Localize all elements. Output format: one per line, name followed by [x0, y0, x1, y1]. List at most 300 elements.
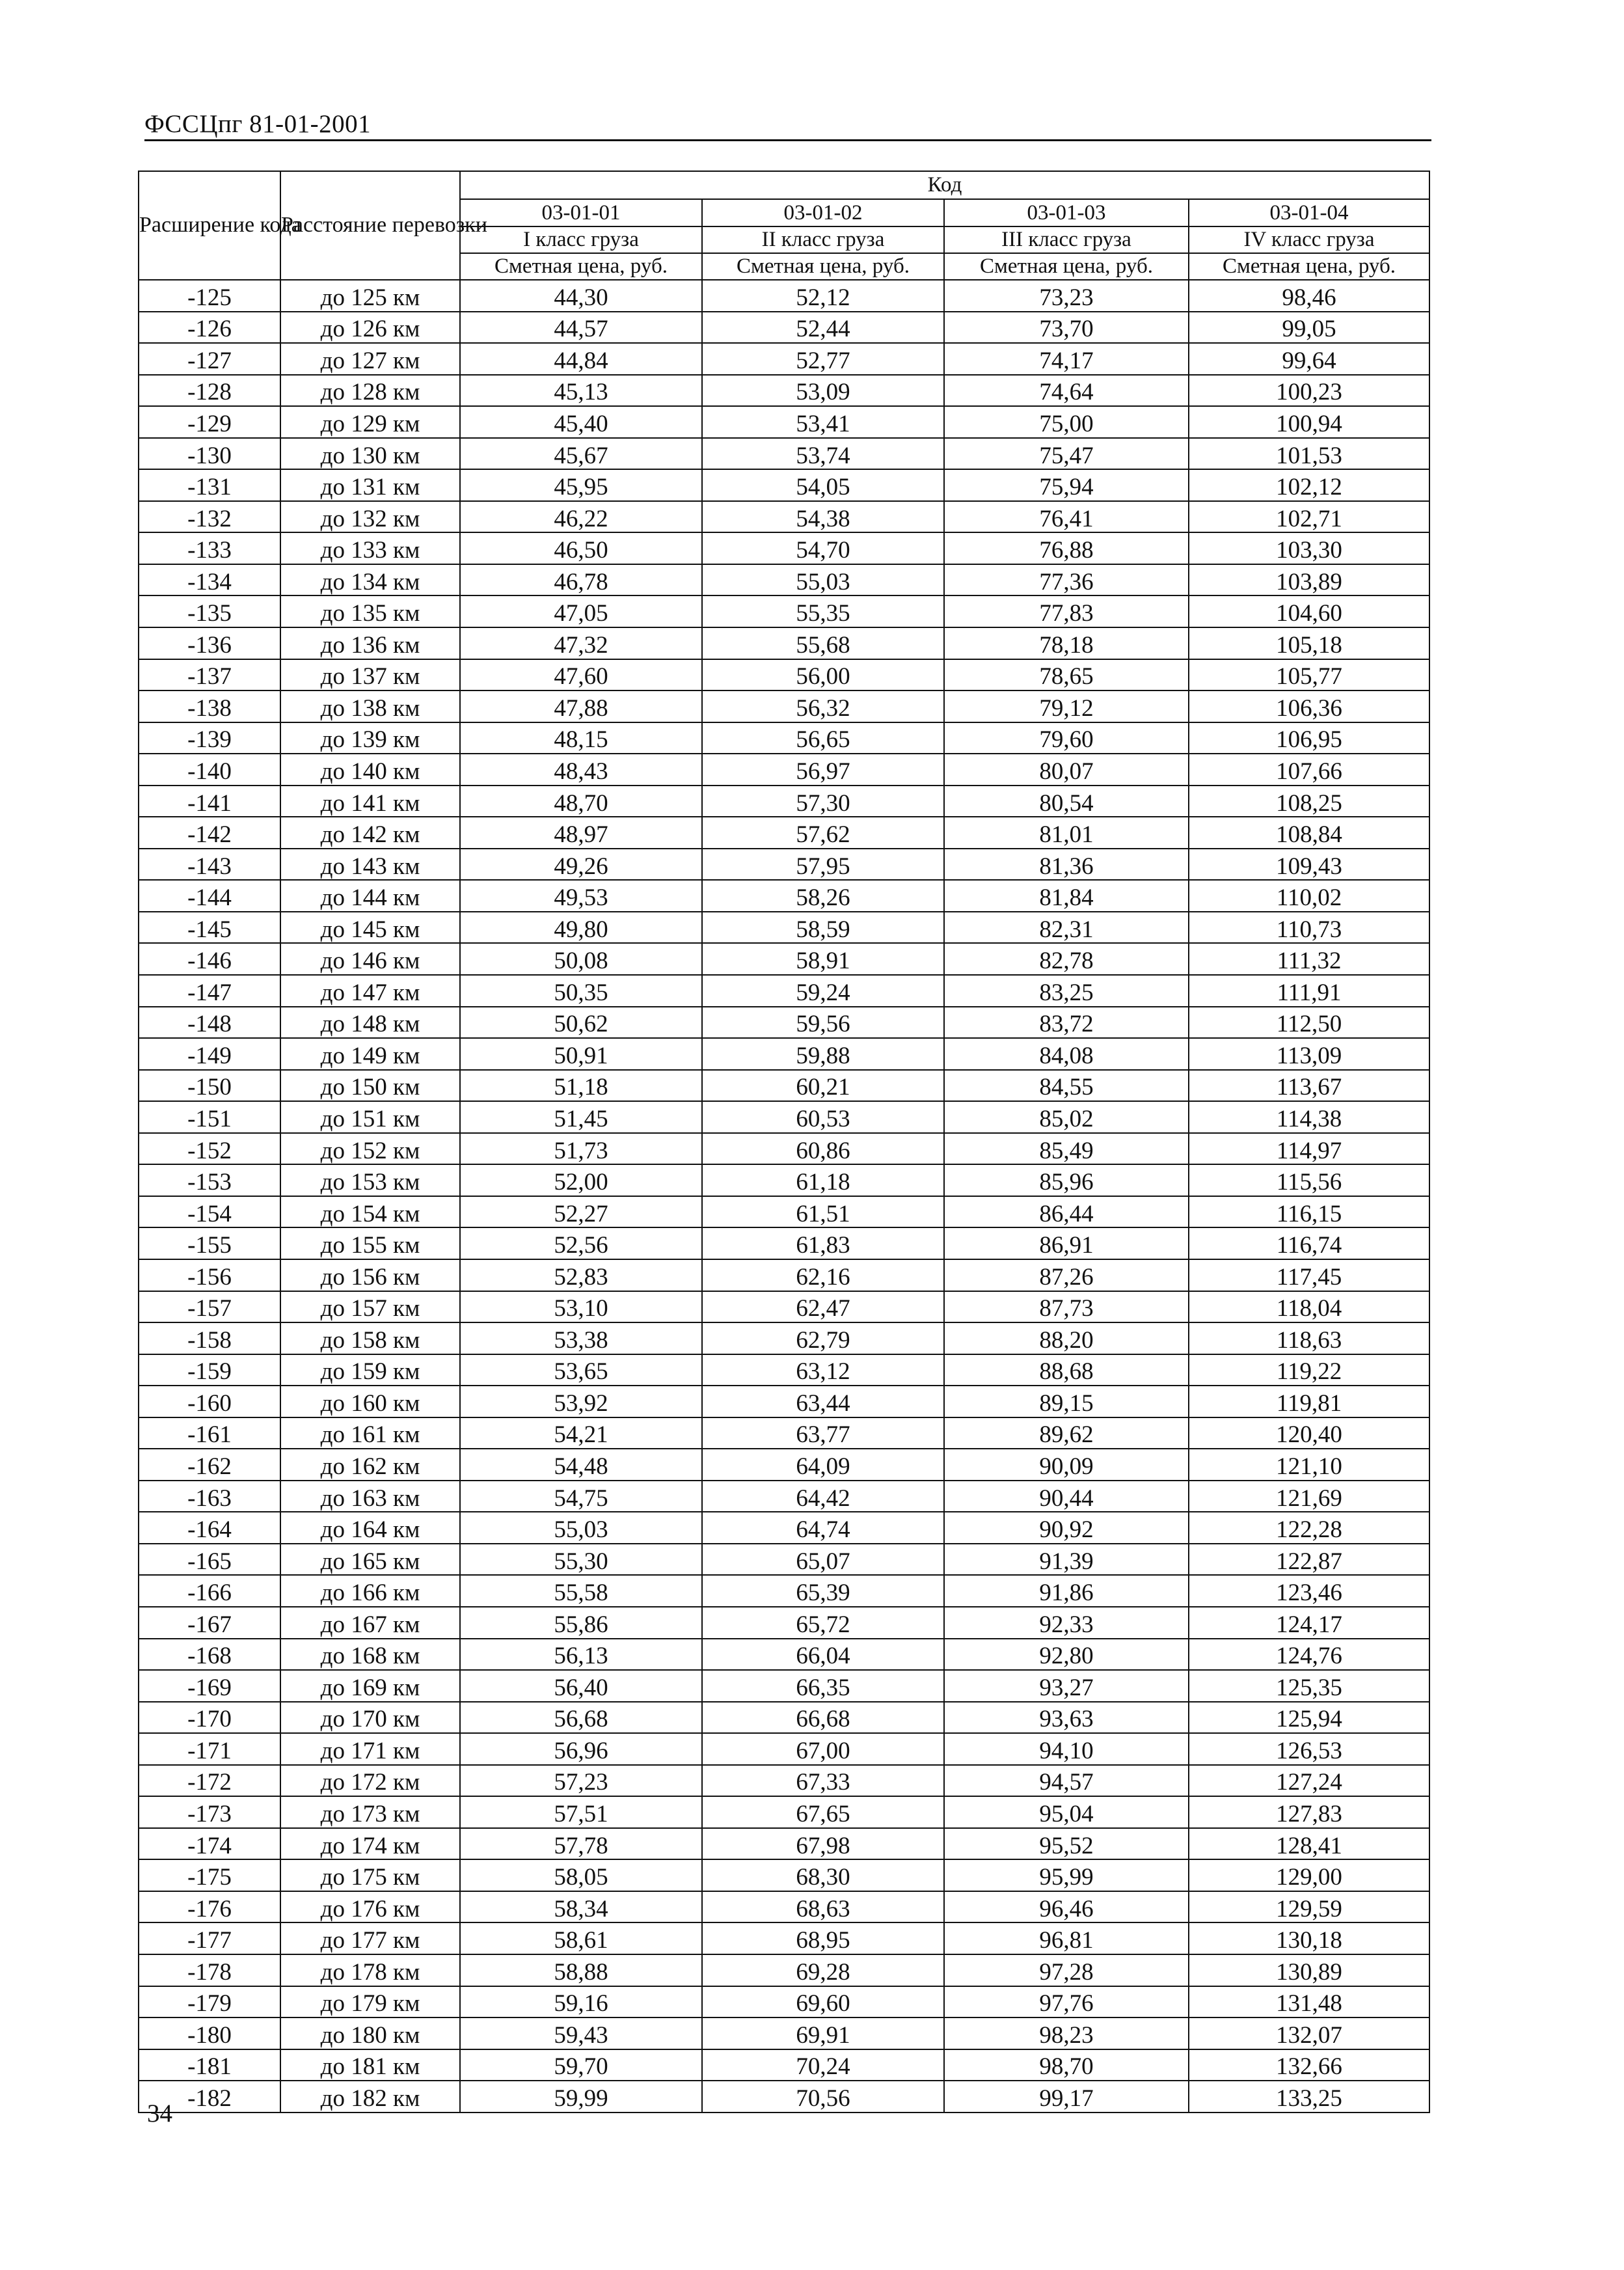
price-class-3: 74,64 — [944, 375, 1189, 407]
price-class-4: 121,10 — [1189, 1449, 1429, 1481]
table-row — [139, 1954, 1429, 1986]
table-row — [139, 1639, 1429, 1671]
price-class-2: 63,44 — [702, 1386, 944, 1417]
row-expansion-code: -182 — [139, 2081, 280, 2113]
price-class-1: 57,78 — [460, 1828, 702, 1860]
table-row — [139, 1386, 1429, 1417]
row-distance: до 178 км — [280, 1954, 460, 1986]
price-class-4: 132,07 — [1189, 2017, 1429, 2049]
table-row — [139, 595, 1429, 627]
price-class-4: 107,66 — [1189, 754, 1429, 786]
row-expansion-code: -143 — [139, 849, 280, 881]
price-class-3: 95,04 — [944, 1796, 1189, 1828]
price-class-3: 87,73 — [944, 1291, 1189, 1323]
price-class-3: 96,81 — [944, 1922, 1189, 1954]
price-class-1: 49,26 — [460, 849, 702, 881]
table-row — [139, 1544, 1429, 1576]
header-cargo-class: II класс груза — [702, 226, 944, 253]
row-distance: до 130 км — [280, 438, 460, 470]
row-expansion-code: -135 — [139, 595, 280, 627]
price-class-3: 86,44 — [944, 1196, 1189, 1228]
price-class-1: 58,05 — [460, 1859, 702, 1891]
price-class-3: 78,65 — [944, 659, 1189, 691]
price-class-1: 59,16 — [460, 1986, 702, 2018]
price-class-3: 91,86 — [944, 1575, 1189, 1607]
row-distance: до 154 км — [280, 1196, 460, 1228]
row-expansion-code: -165 — [139, 1544, 280, 1576]
price-class-4: 102,71 — [1189, 501, 1429, 533]
row-expansion-code: -175 — [139, 1859, 280, 1891]
header-price-label: Сметная цена, руб. — [1189, 253, 1429, 280]
row-expansion-code: -131 — [139, 469, 280, 501]
price-class-1: 52,83 — [460, 1259, 702, 1291]
price-class-3: 90,92 — [944, 1512, 1189, 1544]
table-row — [139, 532, 1429, 564]
row-distance: до 169 км — [280, 1670, 460, 1702]
table-row — [139, 1922, 1429, 1954]
table-row — [139, 406, 1429, 438]
price-class-1: 45,40 — [460, 406, 702, 438]
row-distance: до 148 км — [280, 1007, 460, 1039]
price-class-3: 79,12 — [944, 691, 1189, 722]
header-cargo-class: I класс груза — [460, 226, 702, 253]
price-class-2: 66,68 — [702, 1702, 944, 1734]
price-class-1: 59,70 — [460, 2049, 702, 2081]
table-row — [139, 1196, 1429, 1228]
price-class-4: 118,04 — [1189, 1291, 1429, 1323]
row-expansion-code: -156 — [139, 1259, 280, 1291]
row-distance: до 139 км — [280, 722, 460, 754]
price-class-4: 111,32 — [1189, 943, 1429, 975]
row-expansion-code: -150 — [139, 1070, 280, 1102]
price-class-4: 122,87 — [1189, 1544, 1429, 1576]
table-row — [139, 1765, 1429, 1797]
row-distance: до 176 км — [280, 1891, 460, 1923]
price-class-2: 69,28 — [702, 1954, 944, 1986]
price-class-3: 90,09 — [944, 1449, 1189, 1481]
price-class-2: 58,26 — [702, 880, 944, 912]
price-class-2: 69,60 — [702, 1986, 944, 2018]
table-row — [139, 1859, 1429, 1891]
price-class-2: 67,33 — [702, 1765, 944, 1797]
price-class-1: 50,91 — [460, 1038, 702, 1070]
price-class-1: 55,86 — [460, 1607, 702, 1639]
price-class-2: 55,68 — [702, 627, 944, 659]
table-row — [139, 1670, 1429, 1702]
row-expansion-code: -174 — [139, 1828, 280, 1860]
table-row — [139, 1986, 1429, 2018]
row-distance: до 174 км — [280, 1828, 460, 1860]
row-expansion-code: -148 — [139, 1007, 280, 1039]
row-expansion-code: -152 — [139, 1133, 280, 1165]
row-distance: до 181 км — [280, 2049, 460, 2081]
price-class-1: 54,75 — [460, 1481, 702, 1512]
row-expansion-code: -129 — [139, 406, 280, 438]
price-class-2: 68,95 — [702, 1922, 944, 1954]
table-row — [139, 1133, 1429, 1165]
price-class-4: 114,38 — [1189, 1101, 1429, 1133]
table-row — [139, 627, 1429, 659]
row-distance: до 140 км — [280, 754, 460, 786]
row-distance: до 125 км — [280, 280, 460, 312]
price-class-4: 98,46 — [1189, 280, 1429, 312]
row-expansion-code: -158 — [139, 1322, 280, 1354]
table-row — [139, 722, 1429, 754]
row-expansion-code: -171 — [139, 1733, 280, 1765]
row-distance: до 165 км — [280, 1544, 460, 1576]
row-distance: до 155 км — [280, 1227, 460, 1259]
table-row — [139, 1733, 1429, 1765]
price-class-2: 60,21 — [702, 1070, 944, 1102]
row-expansion-code: -177 — [139, 1922, 280, 1954]
price-class-4: 117,45 — [1189, 1259, 1429, 1291]
row-expansion-code: -176 — [139, 1891, 280, 1923]
price-class-3: 79,60 — [944, 722, 1189, 754]
price-class-3: 83,25 — [944, 975, 1189, 1007]
table-row — [139, 1891, 1429, 1923]
price-class-2: 55,03 — [702, 564, 944, 596]
row-distance: до 151 км — [280, 1101, 460, 1133]
price-class-2: 56,65 — [702, 722, 944, 754]
price-class-1: 59,43 — [460, 2017, 702, 2049]
price-class-2: 57,95 — [702, 849, 944, 881]
row-expansion-code: -133 — [139, 532, 280, 564]
table-row — [139, 912, 1429, 944]
row-expansion-code: -126 — [139, 312, 280, 344]
row-distance: до 128 км — [280, 375, 460, 407]
price-class-1: 58,88 — [460, 1954, 702, 1986]
price-class-1: 52,00 — [460, 1164, 702, 1196]
price-class-1: 56,68 — [460, 1702, 702, 1734]
price-class-3: 88,68 — [944, 1354, 1189, 1386]
price-class-3: 94,57 — [944, 1765, 1189, 1797]
price-class-3: 82,31 — [944, 912, 1189, 944]
price-class-2: 66,04 — [702, 1639, 944, 1671]
price-class-1: 53,10 — [460, 1291, 702, 1323]
row-distance: до 171 км — [280, 1733, 460, 1765]
row-distance: до 182 км — [280, 2081, 460, 2113]
price-class-4: 110,02 — [1189, 880, 1429, 912]
row-distance: до 127 км — [280, 343, 460, 375]
price-class-2: 56,00 — [702, 659, 944, 691]
table-row — [139, 1607, 1429, 1639]
row-expansion-code: -162 — [139, 1449, 280, 1481]
row-distance: до 159 км — [280, 1354, 460, 1386]
price-class-3: 95,99 — [944, 1859, 1189, 1891]
price-class-4: 122,28 — [1189, 1512, 1429, 1544]
price-class-2: 58,91 — [702, 943, 944, 975]
table-row — [139, 1101, 1429, 1133]
price-class-1: 49,53 — [460, 880, 702, 912]
price-class-3: 83,72 — [944, 1007, 1189, 1039]
price-class-3: 77,36 — [944, 564, 1189, 596]
price-class-2: 62,47 — [702, 1291, 944, 1323]
price-class-3: 92,33 — [944, 1607, 1189, 1639]
header-price-label: Сметная цена, руб. — [460, 253, 702, 280]
price-class-3: 81,01 — [944, 817, 1189, 849]
row-expansion-code: -151 — [139, 1101, 280, 1133]
header-distance: Расстояние перевозки — [280, 171, 460, 280]
price-class-3: 86,91 — [944, 1227, 1189, 1259]
table-row — [139, 2049, 1429, 2081]
price-class-2: 69,91 — [702, 2017, 944, 2049]
row-distance: до 168 км — [280, 1639, 460, 1671]
row-expansion-code: -166 — [139, 1575, 280, 1607]
table-row — [139, 1259, 1429, 1291]
price-class-2: 57,30 — [702, 786, 944, 817]
price-class-1: 53,38 — [460, 1322, 702, 1354]
row-distance: до 138 км — [280, 691, 460, 722]
row-distance: до 177 км — [280, 1922, 460, 1954]
price-class-4: 106,95 — [1189, 722, 1429, 754]
row-distance: до 160 км — [280, 1386, 460, 1417]
price-class-1: 55,03 — [460, 1512, 702, 1544]
row-expansion-code: -141 — [139, 786, 280, 817]
price-class-1: 44,30 — [460, 280, 702, 312]
price-class-4: 103,30 — [1189, 532, 1429, 564]
price-class-2: 66,35 — [702, 1670, 944, 1702]
price-class-2: 55,35 — [702, 595, 944, 627]
row-distance: до 145 км — [280, 912, 460, 944]
price-class-3: 91,39 — [944, 1544, 1189, 1576]
row-distance: до 162 км — [280, 1449, 460, 1481]
row-distance: до 142 км — [280, 817, 460, 849]
price-class-4: 127,24 — [1189, 1765, 1429, 1797]
price-class-1: 56,40 — [460, 1670, 702, 1702]
row-expansion-code: -140 — [139, 754, 280, 786]
table-row — [139, 1227, 1429, 1259]
table-body — [139, 280, 1429, 2113]
row-distance: до 167 км — [280, 1607, 460, 1639]
price-class-4: 116,15 — [1189, 1196, 1429, 1228]
price-class-4: 108,84 — [1189, 817, 1429, 849]
table-row — [139, 1512, 1429, 1544]
price-class-4: 125,94 — [1189, 1702, 1429, 1734]
row-distance: до 173 км — [280, 1796, 460, 1828]
header-code: 03-01-03 — [944, 199, 1189, 226]
price-class-1: 46,22 — [460, 501, 702, 533]
row-distance: до 152 км — [280, 1133, 460, 1165]
row-expansion-code: -136 — [139, 627, 280, 659]
row-expansion-code: -147 — [139, 975, 280, 1007]
row-distance: до 163 км — [280, 1481, 460, 1512]
header-cargo-class: IV класс груза — [1189, 226, 1429, 253]
price-class-4: 129,59 — [1189, 1891, 1429, 1923]
header-code-group: Код — [460, 171, 1429, 199]
table-row — [139, 754, 1429, 786]
price-class-3: 75,47 — [944, 438, 1189, 470]
price-class-4: 116,74 — [1189, 1227, 1429, 1259]
price-class-4: 118,63 — [1189, 1322, 1429, 1354]
row-expansion-code: -163 — [139, 1481, 280, 1512]
price-class-1: 50,62 — [460, 1007, 702, 1039]
price-class-4: 100,23 — [1189, 375, 1429, 407]
table-row — [139, 1796, 1429, 1828]
price-class-2: 62,79 — [702, 1322, 944, 1354]
header-rule — [144, 139, 1431, 141]
price-class-2: 64,74 — [702, 1512, 944, 1544]
row-distance: до 134 км — [280, 564, 460, 596]
price-class-1: 45,67 — [460, 438, 702, 470]
price-class-4: 129,00 — [1189, 1859, 1429, 1891]
price-class-3: 81,36 — [944, 849, 1189, 881]
price-class-2: 61,18 — [702, 1164, 944, 1196]
price-class-4: 104,60 — [1189, 595, 1429, 627]
price-class-4: 102,12 — [1189, 469, 1429, 501]
table-row — [139, 375, 1429, 407]
row-distance: до 129 км — [280, 406, 460, 438]
price-class-1: 55,58 — [460, 1575, 702, 1607]
row-distance: до 172 км — [280, 1765, 460, 1797]
price-class-2: 59,24 — [702, 975, 944, 1007]
price-class-2: 63,12 — [702, 1354, 944, 1386]
row-distance: до 179 км — [280, 1986, 460, 2018]
price-class-4: 124,17 — [1189, 1607, 1429, 1639]
price-class-2: 54,05 — [702, 469, 944, 501]
price-class-1: 48,70 — [460, 786, 702, 817]
price-class-3: 85,49 — [944, 1133, 1189, 1165]
header-code: 03-01-01 — [460, 199, 702, 226]
price-class-1: 51,45 — [460, 1101, 702, 1133]
table-row — [139, 1449, 1429, 1481]
price-class-3: 84,55 — [944, 1070, 1189, 1102]
row-expansion-code: -127 — [139, 343, 280, 375]
price-class-1: 55,30 — [460, 1544, 702, 1576]
row-expansion-code: -159 — [139, 1354, 280, 1386]
price-class-3: 75,00 — [944, 406, 1189, 438]
table-row — [139, 975, 1429, 1007]
row-expansion-code: -170 — [139, 1702, 280, 1734]
price-class-4: 103,89 — [1189, 564, 1429, 596]
price-class-3: 89,15 — [944, 1386, 1189, 1417]
price-class-4: 123,46 — [1189, 1575, 1429, 1607]
price-class-2: 67,00 — [702, 1733, 944, 1765]
price-class-3: 73,70 — [944, 312, 1189, 344]
price-class-4: 127,83 — [1189, 1796, 1429, 1828]
row-distance: до 175 км — [280, 1859, 460, 1891]
table-row — [139, 564, 1429, 596]
price-class-2: 60,86 — [702, 1133, 944, 1165]
price-class-1: 58,34 — [460, 1891, 702, 1923]
row-expansion-code: -132 — [139, 501, 280, 533]
row-expansion-code: -167 — [139, 1607, 280, 1639]
price-class-4: 131,48 — [1189, 1986, 1429, 2018]
price-class-4: 101,53 — [1189, 438, 1429, 470]
price-class-1: 59,99 — [460, 2081, 702, 2113]
price-class-1: 56,13 — [460, 1639, 702, 1671]
price-class-2: 59,56 — [702, 1007, 944, 1039]
price-class-4: 128,41 — [1189, 1828, 1429, 1860]
row-distance: до 166 км — [280, 1575, 460, 1607]
table-row — [139, 1417, 1429, 1449]
header-expansion-code: Расширение кода — [139, 171, 280, 280]
price-class-3: 97,76 — [944, 1986, 1189, 2018]
price-class-3: 97,28 — [944, 1954, 1189, 1986]
table-row — [139, 1322, 1429, 1354]
price-class-1: 45,95 — [460, 469, 702, 501]
row-distance: до 150 км — [280, 1070, 460, 1102]
price-class-2: 70,24 — [702, 2049, 944, 2081]
table-row — [139, 1354, 1429, 1386]
row-expansion-code: -128 — [139, 375, 280, 407]
price-class-4: 114,97 — [1189, 1133, 1429, 1165]
price-class-1: 49,80 — [460, 912, 702, 944]
price-class-2: 52,12 — [702, 280, 944, 312]
price-class-2: 68,30 — [702, 1859, 944, 1891]
price-class-2: 56,97 — [702, 754, 944, 786]
price-class-4: 119,22 — [1189, 1354, 1429, 1386]
price-class-2: 54,38 — [702, 501, 944, 533]
price-class-1: 46,50 — [460, 532, 702, 564]
price-class-3: 84,08 — [944, 1038, 1189, 1070]
price-class-3: 98,70 — [944, 2049, 1189, 2081]
price-class-3: 81,84 — [944, 880, 1189, 912]
header-cargo-class: III класс груза — [944, 226, 1189, 253]
price-class-1: 51,73 — [460, 1133, 702, 1165]
price-class-4: 111,91 — [1189, 975, 1429, 1007]
price-class-2: 52,77 — [702, 343, 944, 375]
table-row — [139, 312, 1429, 344]
header-code: 03-01-04 — [1189, 199, 1429, 226]
row-expansion-code: -130 — [139, 438, 280, 470]
price-class-3: 76,88 — [944, 532, 1189, 564]
price-class-4: 130,18 — [1189, 1922, 1429, 1954]
table-row — [139, 786, 1429, 817]
header-price-label: Сметная цена, руб. — [702, 253, 944, 280]
price-table — [138, 171, 1430, 2113]
price-class-3: 93,63 — [944, 1702, 1189, 1734]
price-class-4: 105,18 — [1189, 627, 1429, 659]
price-class-1: 47,32 — [460, 627, 702, 659]
row-distance: до 136 км — [280, 627, 460, 659]
price-class-2: 64,09 — [702, 1449, 944, 1481]
price-class-3: 80,07 — [944, 754, 1189, 786]
table-row — [139, 943, 1429, 975]
row-expansion-code: -178 — [139, 1954, 280, 1986]
price-class-2: 61,51 — [702, 1196, 944, 1228]
row-distance: до 132 км — [280, 501, 460, 533]
price-class-1: 45,13 — [460, 375, 702, 407]
row-expansion-code: -144 — [139, 880, 280, 912]
table-row — [139, 469, 1429, 501]
row-distance: до 146 км — [280, 943, 460, 975]
price-class-4: 133,25 — [1189, 2081, 1429, 2113]
price-class-1: 56,96 — [460, 1733, 702, 1765]
row-expansion-code: -180 — [139, 2017, 280, 2049]
price-class-4: 99,64 — [1189, 343, 1429, 375]
price-class-1: 44,84 — [460, 343, 702, 375]
price-class-1: 51,18 — [460, 1070, 702, 1102]
row-expansion-code: -173 — [139, 1796, 280, 1828]
table-row — [139, 1828, 1429, 1860]
row-expansion-code: -145 — [139, 912, 280, 944]
row-expansion-code: -125 — [139, 280, 280, 312]
row-distance: до 149 км — [280, 1038, 460, 1070]
row-expansion-code: -153 — [139, 1164, 280, 1196]
price-class-2: 53,09 — [702, 375, 944, 407]
row-expansion-code: -168 — [139, 1639, 280, 1671]
table-row — [139, 438, 1429, 470]
price-class-3: 95,52 — [944, 1828, 1189, 1860]
price-class-1: 53,65 — [460, 1354, 702, 1386]
price-class-3: 92,80 — [944, 1639, 1189, 1671]
price-class-2: 67,65 — [702, 1796, 944, 1828]
row-distance: до 135 км — [280, 595, 460, 627]
table-row — [139, 1164, 1429, 1196]
price-class-3: 88,20 — [944, 1322, 1189, 1354]
table-row — [139, 1291, 1429, 1323]
table-row — [139, 1070, 1429, 1102]
